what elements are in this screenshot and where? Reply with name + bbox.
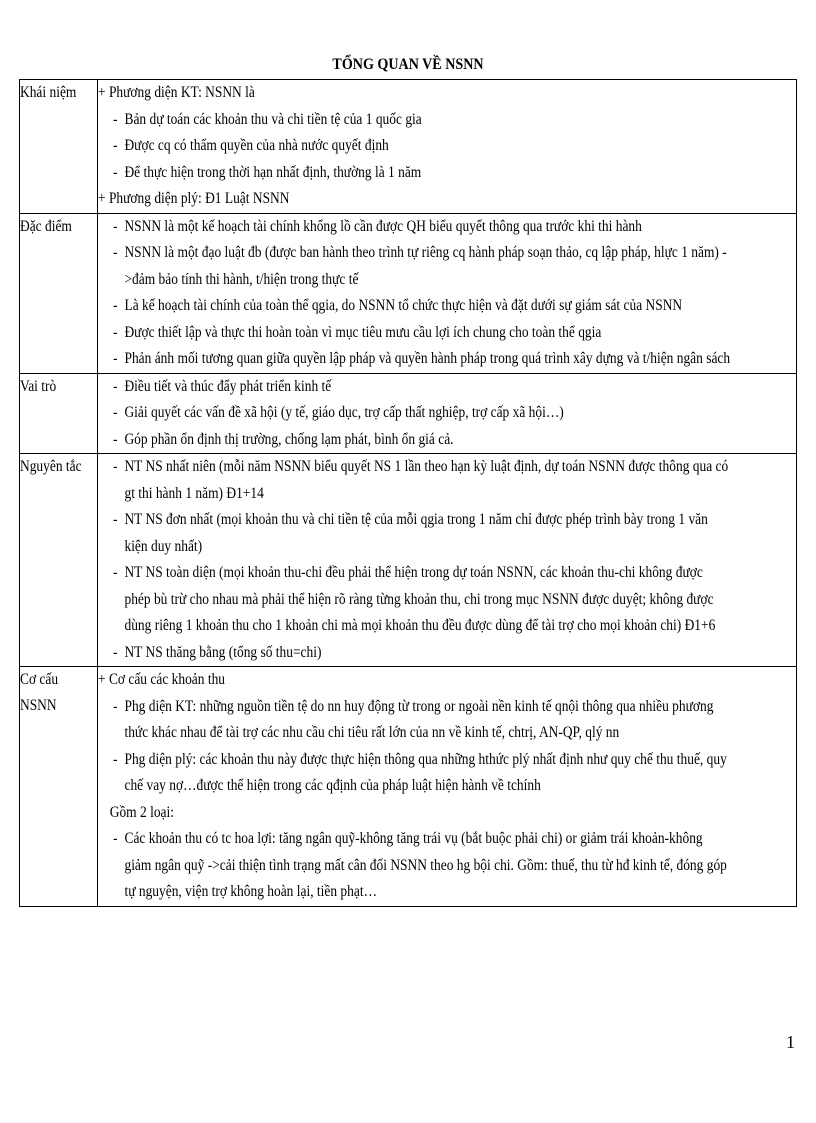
section-heading: + Cơ cấu các khoản thu <box>98 671 226 688</box>
list-item <box>98 826 796 906</box>
list-item-text: Phg diện KT: những nguồn tiền tệ do nn huy động từ trong or ngoài nền kinh tế qnội thông qua nhiều phương <box>124 697 714 715</box>
list-item-text: kiện duy nhất) <box>124 537 203 555</box>
list-item <box>98 107 796 134</box>
list-item <box>98 240 796 293</box>
list-item-text: tự nguyện, viện trợ không hoàn lại, tiền phạt… <box>124 883 378 900</box>
table-row <box>20 667 797 907</box>
section-heading: + Phương diện plý: Đ1 Luật NSNN <box>98 190 290 207</box>
page-title: TỔNG QUAN VỀ NSNN <box>332 56 484 73</box>
list-item <box>98 427 796 454</box>
list-item-text: Được thiết lập và thực thi hoàn toàn vì mục tiêu mưu cầu lợi ích chung cho toàn thể qgia <box>124 323 602 341</box>
list-item <box>98 346 796 373</box>
bullet-dash-icon: - <box>112 430 118 448</box>
list-item <box>98 133 796 160</box>
list-item-text: Bản dự toán các khoản thu và chi tiền tệ của 1 quốc gia <box>124 110 422 128</box>
list-item <box>98 694 796 747</box>
list-item-text: giảm ngân quỹ ->cải thiện tình trạng mất cân đối NSNN theo hg bội chi. Gồm: thuế, thu từ hđ kinh tế, đóng góp <box>124 856 727 874</box>
list-item-text: NSNN là một kế hoạch tài chính khổng lồ cần được QH biểu quyết thông qua trước khi thi hành <box>124 217 642 235</box>
list-item <box>98 160 796 187</box>
sub-heading: Gồm 2 loại: <box>109 803 174 821</box>
list-item-text: Phản ánh mối tương quan giữa quyền lập pháp và quyền hành pháp trong quá trình xây dựng và t/hiện ngân sách <box>124 350 731 367</box>
list-item <box>98 747 796 800</box>
list-item <box>98 454 796 507</box>
list-item-text: NT NS thăng bằng (tổng số thu=chi) <box>124 643 322 661</box>
table-row <box>20 454 797 667</box>
bullet-dash-icon: - <box>112 458 118 475</box>
list-item <box>98 214 796 241</box>
row-label: Đặc điểm <box>20 217 72 235</box>
section-heading: + Phương diện KT: NSNN là <box>98 84 255 101</box>
row-label-cell <box>20 454 98 667</box>
row-label-cell <box>20 667 98 907</box>
row-label: Nguyên tắc <box>20 458 82 475</box>
page-number: 1 <box>786 1032 795 1052</box>
bullet-dash-icon: - <box>112 297 118 314</box>
list-item-text: NSNN là một đạo luật đb (được ban hành theo trình tự riêng cq hành pháp soạn thảo, cq lập pháp, hlực 1 năm) - <box>124 244 727 261</box>
row-label-cell <box>20 213 98 373</box>
list-item <box>98 640 796 667</box>
bullet-dash-icon: - <box>112 217 118 235</box>
bullet-dash-icon: - <box>112 697 118 715</box>
list-item-text: Để thực hiện trong thời hạn nhất định, thường là 1 năm <box>124 163 422 181</box>
bullet-dash-icon: - <box>112 137 118 154</box>
list-item <box>98 507 796 560</box>
bullet-dash-icon: - <box>112 830 118 847</box>
list-item-text: dùng riêng 1 khoản thu cho 1 khoản chi mà mọi khoản thu đều được dùng để tài trợ cho mọi khoản chi) Đ1+6 <box>124 617 716 634</box>
bullet-dash-icon: - <box>112 244 118 261</box>
list-item-text: gt thi hành 1 năm) Đ1+14 <box>124 484 264 502</box>
list-item <box>98 293 796 320</box>
list-item-text: Là kế hoạch tài chính của toàn thể qgia, do NSNN tổ chức thực hiện và đặt dưới sự giám sát của NSNN <box>124 297 683 314</box>
row-content-cell <box>98 80 797 214</box>
list-item-text: NT NS đơn nhất (mọi khoản thu và chi tiền tệ của mỗi qgia trong 1 năm chỉ được phép trình bày trong 1 văn <box>124 511 708 528</box>
list-item <box>98 560 796 640</box>
list-item-text: NT NS toàn diện (mọi khoản thu-chi đều phải thể hiện trong dự toán NSNN, các khoản thu-chi không được <box>124 564 703 581</box>
bullet-dash-icon: - <box>112 511 118 528</box>
bullet-dash-icon: - <box>112 323 118 341</box>
list-item <box>98 374 796 401</box>
list-item-text: Phg diện plý: các khoản thu này được thực hiện thông qua những hthức plý nhất định như quy chế thu thuế, quy <box>124 750 727 768</box>
row-content-cell <box>98 667 797 907</box>
list-item-text: Được cq có thẩm quyền của nhà nước quyết định <box>124 137 389 154</box>
bullet-dash-icon: - <box>112 350 118 367</box>
list-item-text: >đảm bảo tính thi hành, t/hiện trong thực tế <box>124 270 359 288</box>
bullet-dash-icon: - <box>112 643 118 661</box>
table-row <box>20 213 797 373</box>
row-content-cell <box>98 213 797 373</box>
row-content-cell <box>98 454 797 667</box>
bullet-dash-icon: - <box>112 750 118 768</box>
list-item-text: Góp phần ổn định thị trường, chống lạm phát, bình ổn giá cả. <box>124 430 454 448</box>
row-content-cell <box>98 373 797 454</box>
row-label-cell <box>20 373 98 454</box>
row-label: Vai trò <box>20 377 57 395</box>
overview-table <box>19 79 797 907</box>
row-label: Khái niệm <box>20 84 77 101</box>
list-item-text: Các khoản thu có tc hoa lợi: tăng ngân quỹ-không tăng trái vụ (bắt buộc phải chi) or giảm trái khoản-không <box>124 830 703 847</box>
row-label-cell <box>20 80 98 214</box>
list-item-text: Điều tiết và thúc đẩy phát triển kinh tế <box>124 377 332 395</box>
bullet-dash-icon: - <box>112 404 118 421</box>
list-item-text: Giải quyết các vấn đề xã hội (y tế, giáo dục, trợ cấp thất nghiệp, trợ cấp xã hội…) <box>124 404 564 421</box>
row-label: NSNN <box>20 697 57 714</box>
table-row <box>20 80 797 214</box>
bullet-dash-icon: - <box>112 564 118 581</box>
bullet-dash-icon: - <box>112 110 118 128</box>
row-label: Cơ cấu <box>20 671 59 688</box>
bullet-dash-icon: - <box>112 377 118 395</box>
list-item-text: chế vay nợ…được thể hiện trong các qđịnh của pháp luật hiện hành về tchính <box>124 777 541 794</box>
list-item-text: NT NS nhất niên (mỗi năm NSNN biểu quyết NS 1 lần theo hạn kỳ luật định, dự toán NSNN được thông qua có <box>124 458 729 475</box>
bullet-dash-icon: - <box>112 163 118 181</box>
list-item <box>98 320 796 347</box>
list-item <box>98 400 796 427</box>
list-item-text: thức khác nhau để tài trợ các nhu cầu chi tiêu rất lớn của nn về kinh tế, chtrị, AN-QP, qlý nn <box>124 724 620 741</box>
list-item-text: phép bù trừ cho nhau mà phải thể hiện rõ ràng từng khoản thu, chi trong mục NSNN được duyệt; không được <box>124 590 714 608</box>
table-row <box>20 373 797 454</box>
